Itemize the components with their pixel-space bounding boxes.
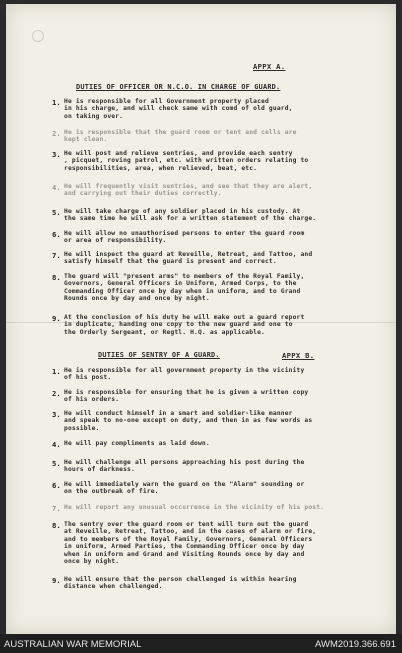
heading-sentry-duties: DUTIES OF SENTRY OF A GUARD. bbox=[98, 351, 220, 359]
archive-footer bbox=[0, 634, 402, 653]
document-page: APPX A. DUTIES OF OFFICER OR N.C.O. IN CHARGE OF GUARD. 1. He is responsible for all Government property placed in his charge, and will check same with comd of old guard, on taking over. 2. He is responsible that the guard room or tent and cells are kept clean. 3. He will post and relieve sentries, and provide each sentry , picquet, roving patrol, etc. with written orders relating to responsibilities, area, when relieved, beat, etc. 4. He will frequently visit sentries, and see that they are alert, and carrying out their duties correctly. 5. He will take charge of any soldier placed in his custody. At the same time he will ask for a written statement of the charge. 6. He will allow no unauthorised persons to enter the guard room or area of responsibility. 7. He will inspect the guard at Reveille, Retreat, and Tattoo, and satisfy himself that the guard is present and correct. 8. The guard will "present arms" to members of the Royal Family, Governors, General Officers in Uniform, Armed Corps, to the Commanding Officer once by day when in uniform, and to Grand Rounds once by day and once by night. 9. At the conclusion of his duty he will make out a guard report in duplicate, handing one copy to the new guard and one to the Orderly Sergeant, or Regtl. H.Q. as applicable. DUTIES OF SENTRY OF A GUARD. APPX B. 1. He is responsible for all government property in the vicinity of his post. 2. He is responsible for ensuring that he is given a written copy of his orders. 3. He will conduct himself in a smart and soldier-like manner and speak to no-one except on duty, and then in as few words as possible. 4. He will pay compliments as laid down. 5. He will challenge all persons approaching his post during the hours of darkness. 6. He will immediately warn the guard on the "Alarm" sounding or on the outbreak of fire. 7. He will report any unusual occurrence in the vicinity of his post. 8. The sentry over the guard room or tent will turn out the guard at Reveille, Retreat, Tattoo, and in the cases of alarm or fire, and to members of the Royal Family, Governors, General Officers in uniform, Armed Parties, the Commanding Officer once by day when in uniform and Grand and Visiting Rounds once by day and once by night. 9. He will ensure that the person challenged is within hearing distance when challenged. bbox=[6, 4, 396, 634]
footer-accession-number: AWM2019.366.691 bbox=[315, 639, 396, 650]
punch-mark bbox=[32, 30, 44, 42]
appendix-a-label: APPX A. bbox=[253, 62, 286, 71]
appendix-b-label: APPX B. bbox=[282, 351, 315, 360]
footer-source: AUSTRALIAN WAR MEMORIAL bbox=[4, 639, 142, 650]
heading-officer-duties: DUTIES OF OFFICER OR N.C.O. IN CHARGE OF GUARD. bbox=[76, 83, 281, 91]
